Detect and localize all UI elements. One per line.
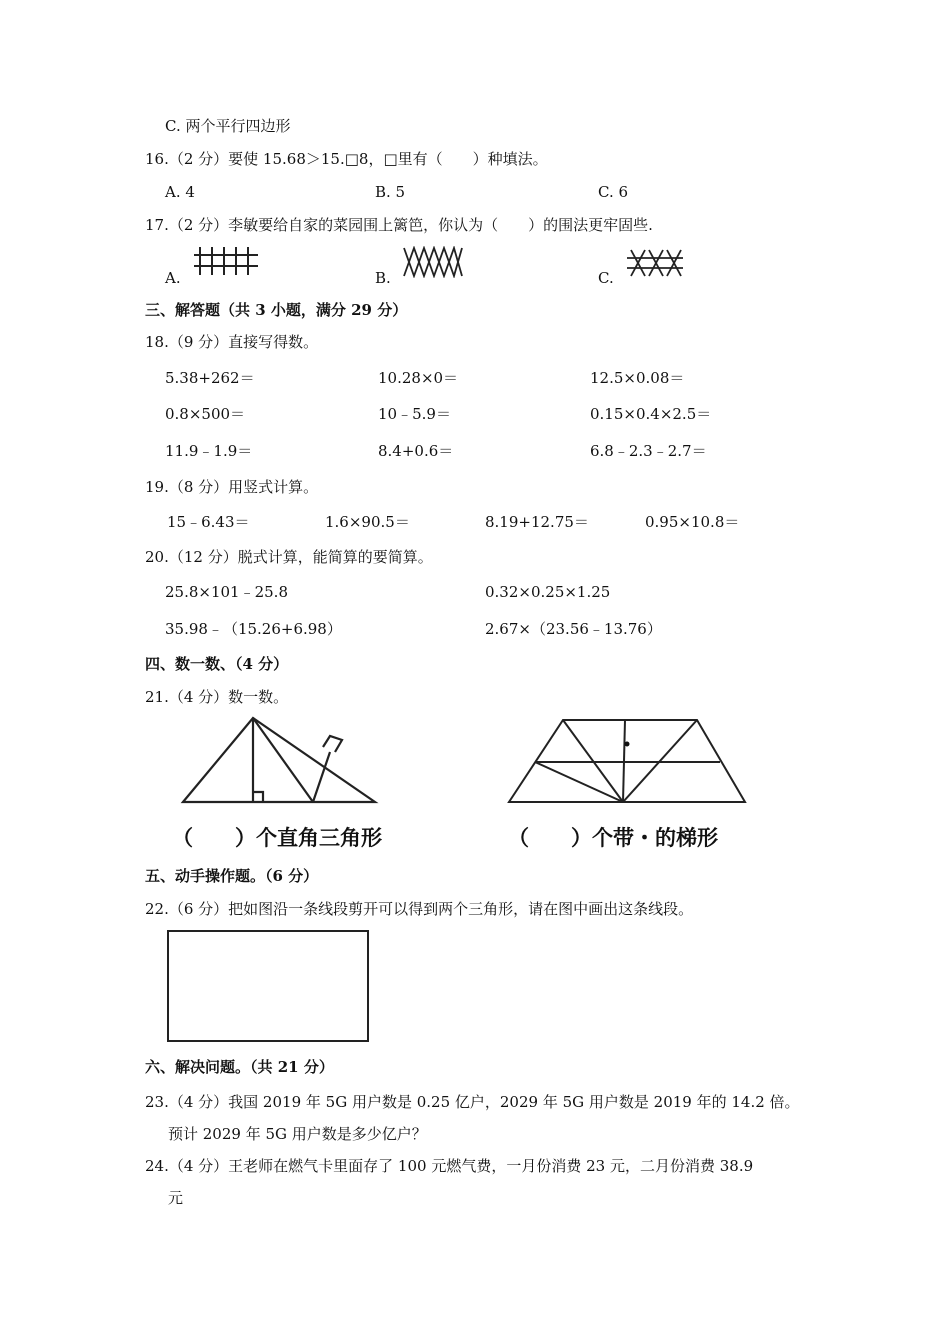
q17-option-a: A. [165,269,181,287]
q21-stem: 21.（4 分）数一数。 [145,688,289,706]
section5-heading: 五、动手操作题。（6 分） [145,867,319,885]
q16-stem: 16.（2 分）要使 15.68＞15.□8，□里有（ ）种填法。 [145,150,548,168]
diamond-fence-icon [402,246,464,278]
q18-item: 8.4+0.6＝ [378,442,454,460]
q18-item: 6.8﹣2.3﹣2.7＝ [590,442,707,460]
q19-item: 0.95×10.8＝ [645,513,740,531]
q18-item: 5.38+262＝ [165,369,255,387]
q20-item: 25.8×101﹣25.8 [165,583,288,601]
q17-option-b: B. [375,269,391,287]
section4-heading: 四、数一数、（4 分） [145,655,289,673]
q16-option-a: A. 4 [165,183,195,201]
q17-stem: 17.（2 分）李敏要给自家的菜园围上篱笆，你认为（ ）的围法更牢固些. [145,216,653,234]
q20-stem: 20.（12 分）脱式计算，能简算的要简算。 [145,548,433,566]
q21-caption-right: （ ）个带・的梯形 [508,826,718,850]
q17-option-c: C. [598,269,614,287]
q19-item: 1.6×90.5＝ [325,513,410,531]
q19-item: 8.19+12.75＝ [485,513,589,531]
q20-item: 35.98﹣（15.26+6.98） [165,620,342,638]
trapezoid-figure [505,714,753,806]
q24-line2: 元 [168,1189,184,1207]
q23-line1: 23.（4 分）我国 2019 年 5G 用户数是 0.25 亿户，2029 年 5G 用户数是 2019 年的 14.2 倍。 [145,1093,800,1111]
q18-item: 10﹣5.9＝ [378,405,451,423]
q18-stem: 18.（9 分）直接写得数。 [145,333,319,351]
q24-line1: 24.（4 分）王老师在燃气卡里面存了 100 元燃气费，一月份消费 23 元，二月份消费 38.9 [145,1157,754,1175]
cross-fence-icon [625,248,685,278]
grid-fence-icon [192,246,260,276]
section6-heading: 六、解决问题。（共 21 分） [145,1058,334,1076]
q20-item: 0.32×0.25×1.25 [485,583,611,601]
q19-item: 15﹣6.43＝ [167,513,250,531]
section3-heading: 三、解答题（共 3 小题，满分 29 分） [145,301,408,319]
q18-item: 11.9﹣1.9＝ [165,442,253,460]
q15-option-c: C. 两个平行四边形 [165,117,291,135]
q18-item: 0.8×500＝ [165,405,246,423]
q19-stem: 19.（8 分）用竖式计算。 [145,478,319,496]
q16-option-c: C. 6 [598,183,629,201]
q22-stem: 22.（6 分）把如图沿一条线段剪开可以得到两个三角形，请在图中画出这条线段。 [145,900,694,918]
q18-item: 10.28×0＝ [378,369,459,387]
right-triangle-figure [175,714,385,806]
q18-item: 12.5×0.08＝ [590,369,685,387]
q21-caption-left: （ ）个直角三角形 [172,826,382,850]
q20-item: 2.67×（23.56﹣13.76） [485,620,662,638]
rectangle-figure[interactable] [167,930,369,1042]
q16-option-b: B. 5 [375,183,406,201]
q18-item: 0.15×0.4×2.5＝ [590,405,712,423]
q23-line2: 预计 2029 年 5G 用户数是多少亿户？ [168,1125,427,1143]
